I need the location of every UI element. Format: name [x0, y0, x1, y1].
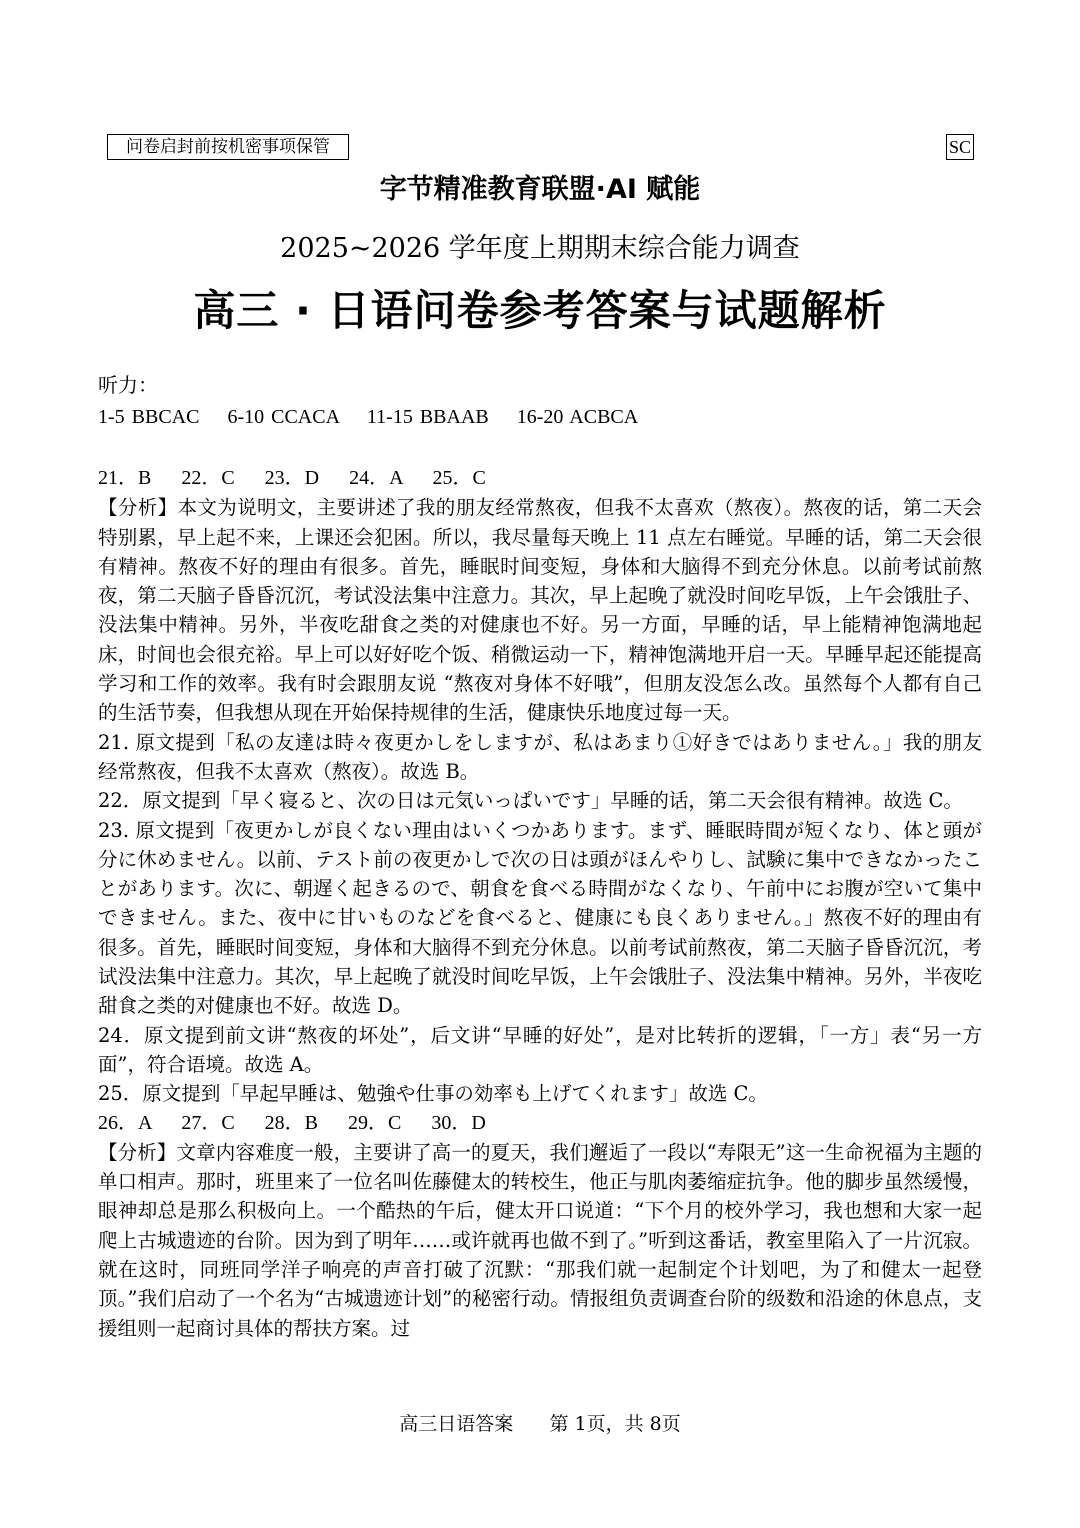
- sc-region-box: SC: [946, 134, 974, 160]
- listening-answers: 1-5 BBCAC 6-10 CCACA 11-15 BBAAB 16-20 ACBCA: [98, 406, 639, 428]
- reading1-analysis: 【分析】本文为说明文，主要讲述了我的朋友经常熬夜，但我不太喜欢（熬夜）。熬夜的话，第二天会特别累，早上起不来，上课还会犯困。所以，我尽量每天晚上 11 点左右睡觉。早睡的话，第二天会很有精神。熬夜不好的理由有很多。首先，睡眠时间变短，身体和大脑得不到充分休息。以前考试前熬夜，第二天脑子昏昏沉沉，考试没法集中注意力。其次，早上起晚了就没时间吃早饭，上午会饿肚子、没法集中精神。另外，半夜吃甜食之类的对健康也不好。另一方面，早睡的话，早上能精神饱满地起床，时间也会很充裕。早上可以好好吃个饭、稍微运动一下，精神饱满地开启一天。早睡早起还能提高学习和工作的效率。我有时会跟朋友说 “熬夜对身体不好哦”，但朋友没怎么改。虽然每个人都有自己的生活节奏，但我想从现在开始保持规律的生活，健康快乐地度过每一天。: [98, 496, 982, 725]
- page-title: 高三 · 日语问卷参考答案与试题解析: [193, 286, 887, 335]
- page-footer: [0, 1410, 1080, 1438]
- organization-title: 字节精准教育联盟·AI 赋能: [379, 174, 701, 205]
- reading2-answers: 26．A 27．C 28．B 29．C 30．D: [98, 1111, 486, 1134]
- confidential-notice-box: 问卷启封前按机密事项保管: [107, 134, 349, 160]
- footer-subject: 高三日语答案: [399, 1413, 514, 1435]
- explanation-25: 25．原文提到「早起早睡は、勉強や仕事の効率も上げてくれます」故选 C。: [98, 1082, 768, 1106]
- explanation-21: 21. 原文提到「私の友達は時々夜更かしをしますが、私はあまり①好きではありません。」我的朋友经常熬夜，但我不太喜欢（熬夜）。故选 B。: [98, 730, 982, 783]
- explanation-22: 22．原文提到「早く寝ると、次の日は元気いっぱいです」早睡的话，第二天会很有精神。故选 C。: [98, 789, 963, 813]
- footer-page-number: 第 1页，共 8页: [549, 1413, 681, 1435]
- reading2-analysis: 【分析】文章内容难度一般，主要讲了高一的夏天，我们邂逅了一段以“寿限无”这一生命祝福为主题的单口相声。那时，班里来了一位名叫佐藤健太的转校生，他正与肌肉萎缩症抗争。他的脚步虽然缓慢，眼神却总是那么积极向上。一个酷热的午后，健太开口说道：“下个月的校外学习，我也想和大家一起爬上古城遗迹的台阶。因为到了明年……或许就再也做不到了。”听到这番话，教室里陷入了一片沉寂。就在这时，同班同学洋子响亮的声音打破了沉默：“那我们就一起制定个计划吧，为了和健太一起登顶。”我们启动了一个名为“古城遗迹计划”的秘密行动。情报组负责调查台阶的级数和沿途的休息点，支援组则一起商讨具体的帮扶方案。过: [98, 1140, 982, 1340]
- survey-title: 2025~2026 学年度上期期末综合能力调查: [280, 233, 800, 264]
- explanation-23: 23. 原文提到「夜更かしが良くない理由はいくつかあります。まず、睡眠時間が短くなり、体と頭が分に休めません。以前、テスト前の夜更かしで次の日は頭がほんやりし、試験に集中できなかったことがあります。次に、朝遅く起きるので、朝食を食べる時間がなくなり、午前中にお腹が空いて集中できません。また、夜中に甘いものなどを食べると、健康にも良くありません。」熬夜不好的理由有很多。首先，睡眠时间变短，身体和大脑得不到充分休息。以前考试前熬夜，第二天脑子昏昏沉沉，考试没法集中注意力。其次，早上起晚了就没时间吃早饭，上午会饿肚子、没法集中精神。另外，半夜吃甜食之类的对健康也不好。故选 D。: [98, 818, 983, 1018]
- answer-body: [98, 464, 982, 1343]
- explanation-24: 24．原文提到前文讲“熬夜的坏处”，后文讲“早睡的好处”，是对比转折的逻辑，「一方」表“另一方面”，符合语境。故选 A。: [98, 1023, 982, 1076]
- listening-label: 听力：: [98, 373, 158, 397]
- reading1-answers: 21．B 22．C 23．D 24．A 25．C: [98, 467, 486, 489]
